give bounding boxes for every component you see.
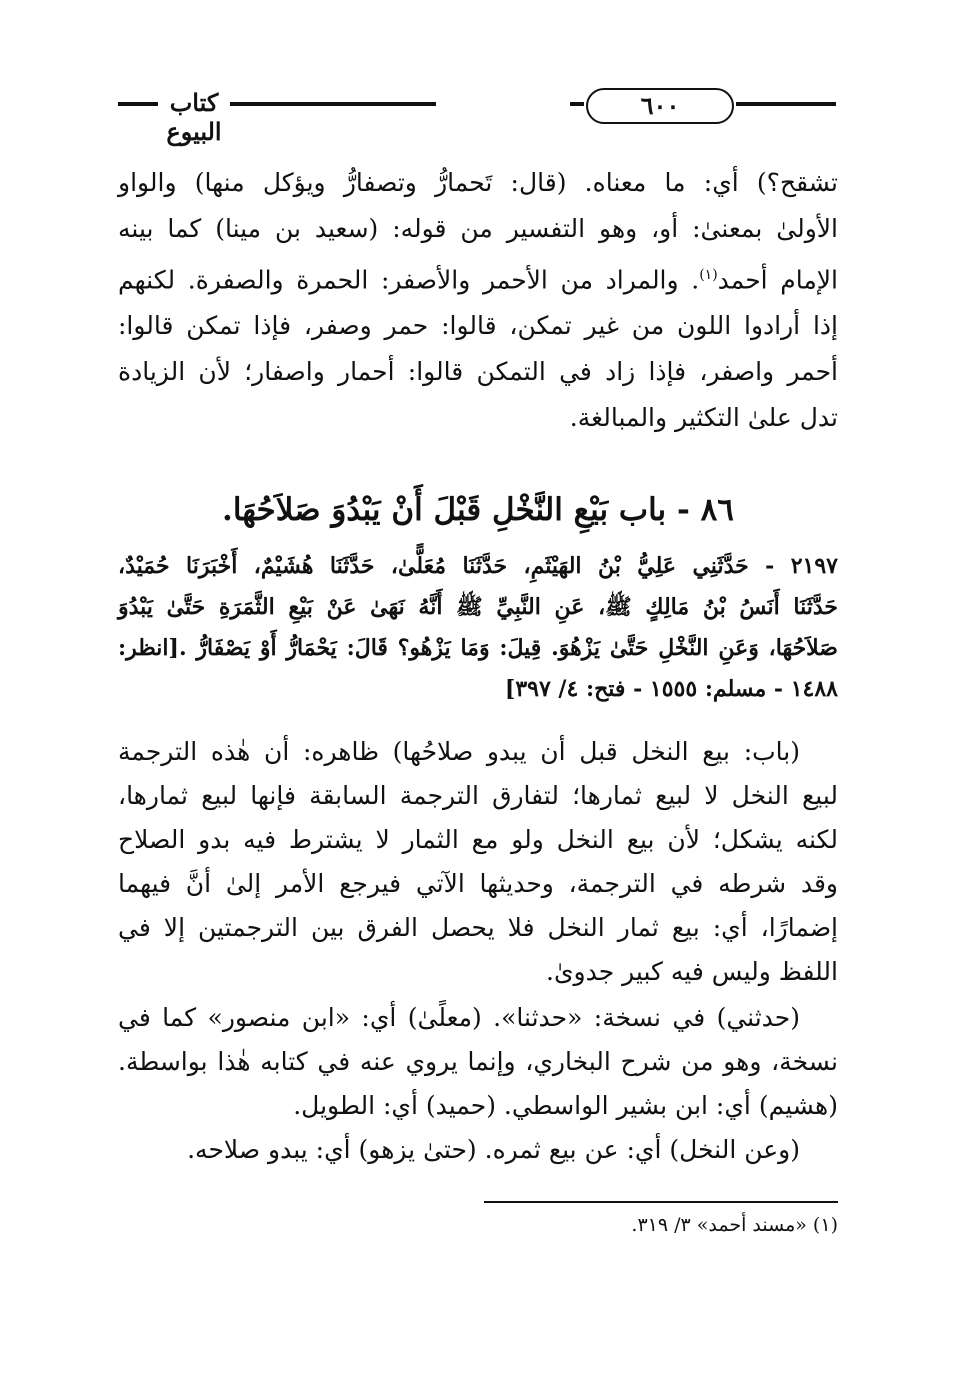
text-line: نسخة، وهو من شرح البخاري، وإنما يروي عنه في كتابه هٰذا بواسطة.: [118, 1047, 838, 1076]
text-fragment: الإمام أحمد: [717, 265, 838, 295]
commentary-paragraph: [118, 730, 838, 994]
text-line: تشقح؟) أي: ما معناه. (قال: تَحمارُّ وتصفارُّ ويؤكل منها) والواو: [118, 168, 838, 197]
text-line: إذا أرادوا اللون من غير تمكن، قالوا: حمر وصفر، فإذا تمكن قالوا:: [118, 311, 838, 341]
footnote-divider: [484, 1201, 838, 1203]
text-line: (هشيم) أي: ابن بشير الواسطي. (حميد) أي: الطويل.: [293, 1091, 838, 1120]
running-title: كتاب البيوع: [166, 88, 222, 146]
header-rule: [230, 102, 436, 106]
header-rule: [736, 102, 836, 106]
text-line: إضمارًا، أي: بيع ثمار النخل فلا يحصل الفرق بين الترجمتين إلا في: [118, 913, 838, 942]
hadith-reference: ١٤٨٨ - مسلم: ١٥٥٥ - فتح: ٤/ ٣٩٧]: [504, 676, 838, 702]
hadith-text: [118, 546, 838, 710]
text-line: (باب: بيع النخل قبل أن يبدو صلاحُها) ظاهره: أن هٰذه الترجمة: [118, 737, 800, 766]
page-header: [118, 82, 838, 146]
header-rule: [118, 102, 158, 106]
chapter-heading: ٨٦ - باب بَيْعِ النَّخْلِ قَبْلَ أَنْ يَبْدُوَ صَلاَحُهَا.: [222, 492, 734, 528]
text-line: وقد شرطه في الترجمة، وحديثها الآتي فيرجع الأمر إلىٰ أنَّ فيهما: [118, 869, 838, 898]
text-line: لبيع النخل لا لبيع ثمارها؛ لتفارق الترجمة السابقة فإنها لبيع ثمارها،: [118, 781, 838, 810]
text-line: تدل علىٰ التكثير والمبالغة.: [569, 403, 838, 433]
text-line: لكنه يشكل؛ لأن بيع النخل ولو مع الثمار لا يشترط فيه بدو الصلاح: [118, 825, 838, 854]
text-fragment: . والمراد من الأحمر والأصفر: الحمرة والصفرة. لكنهم: [118, 265, 700, 295]
text-line: أحمر واصفر، فإذا زاد في التمكن قالوا: أحمار واصفار؛ لأن الزيادة: [118, 357, 838, 387]
hadith-line: ٢١٩٧ - حَدَّثَنِي عَلِيُّ بْنُ الهَيْثَمِ، حَدَّثَنَا مُعَلًّىٰ، حَدَّثَنَا هُشَيْمٌ، أَخْبَرَنَا حُمَيْدٌ،: [118, 553, 838, 579]
page-number: ٦٠٠: [586, 88, 734, 124]
notes-paragraph: [118, 996, 838, 1172]
text-line: (وعن النخل) أي: عن بيع ثمره. (حتىٰ يزهو) أي: يبدو صلاحه.: [187, 1135, 800, 1164]
hadith-line: صَلاَحُهَا، وَعَنِ النَّخْلِ حَتَّىٰ يَزْهُوَ. قِيلَ: وَمَا يَزْهُو؟ قَالَ: يَحْمَارُّ أَوْ يَصْفَارُّ .[انظر:: [118, 635, 838, 661]
text-line: [118, 252, 838, 303]
hadith-line: حَدَّثَنَا أَنَسُ بْنُ مَالِكٍ ﷺ، عَنِ النَّبِيِّ ﷺ أَنَّهُ نَهَىٰ عَنْ بَيْعِ الثَّمَرَةِ حَتَّىٰ يَبْدُوَ: [118, 594, 838, 620]
header-rule: [570, 102, 584, 106]
footnote: (١) «مسند أحمد» ٣/ ٣١٩.: [631, 1214, 838, 1236]
footnote-marker: (١): [699, 267, 718, 283]
text-line: الأولىٰ بمعنىٰ: أو، وهو التفسير من قوله: (سعيد بن مينا) كما بينه: [118, 214, 838, 243]
text-line: (حدثني) في نسخة: «حدثنا». (معلًىٰ) أي: «ابن منصور» كما في: [118, 1003, 800, 1032]
text-line: اللفظ وليس فيه كبير جدوىٰ.: [546, 957, 838, 986]
intro-paragraph: [118, 160, 838, 441]
